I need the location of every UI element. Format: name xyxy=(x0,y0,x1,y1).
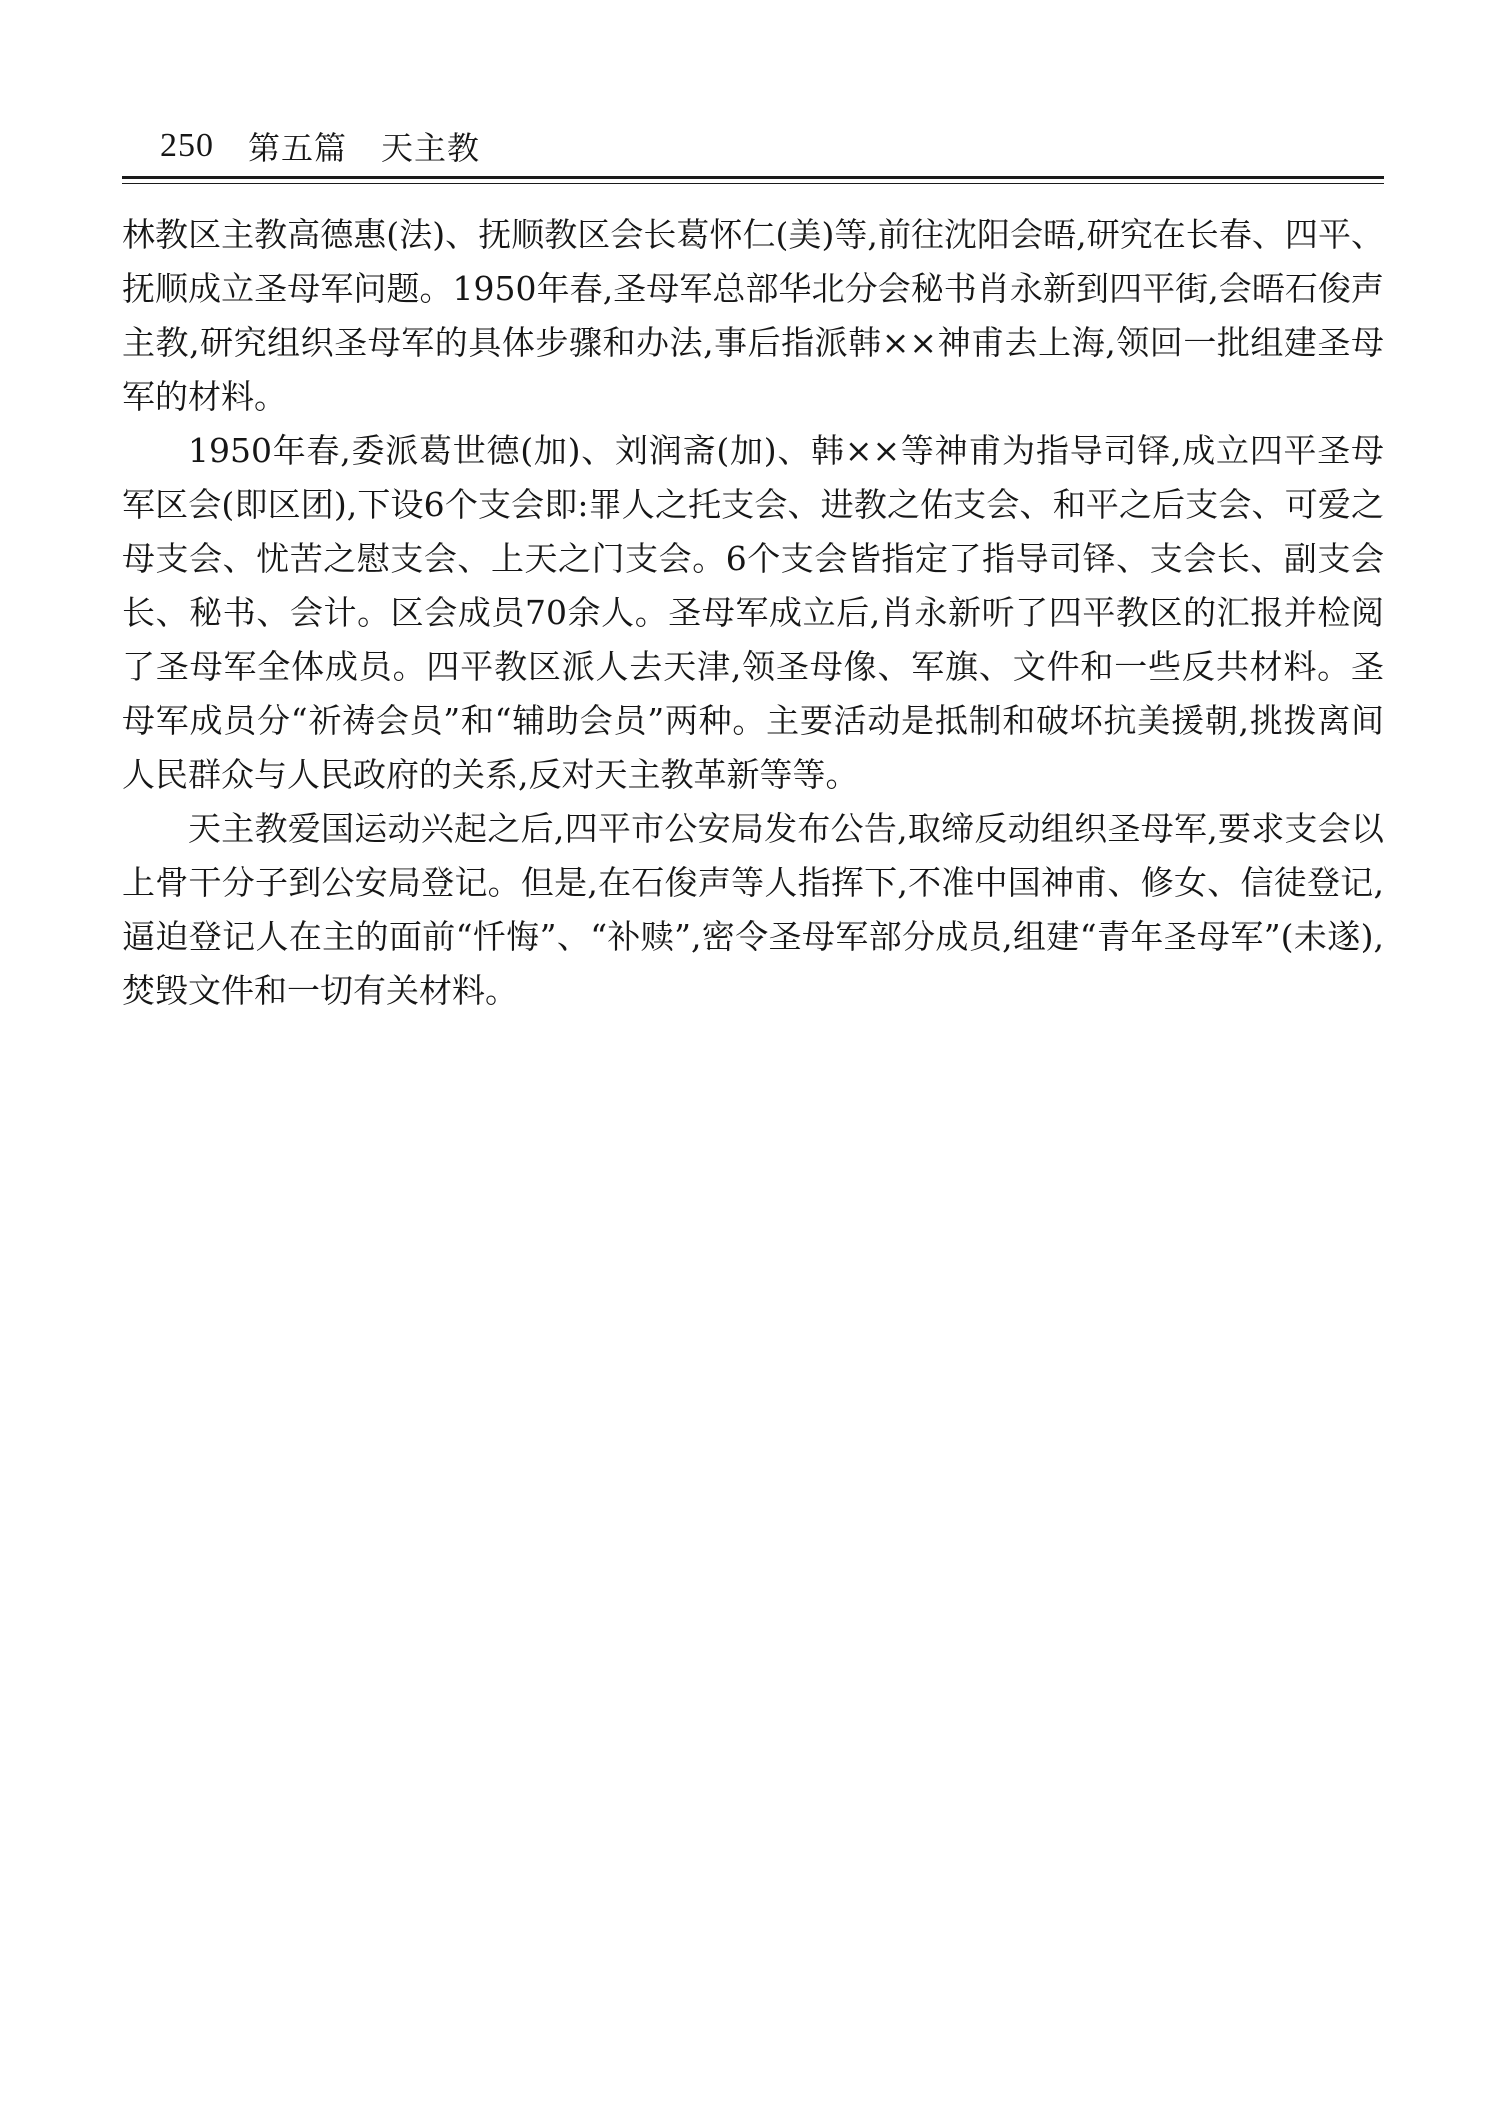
paragraph-continued: 林教区主教高德惠(法)、抚顺教区会长葛怀仁(美)等,前往沈阳会晤,研究在长春、四平、抚顺成立圣母军问题。1950年春,圣母军总部华北分会秘书肖永新到四平街,会晤石俊声主教,研究组织圣母军的具体步骤和办法,事后指派韩××神甫去上海,领回一批组建圣母军的材料。 xyxy=(122,215,1384,416)
paragraph: 天主教爱国运动兴起之后,四平市公安局发布公告,取缔反动组织圣母军,要求支会以上骨干分子到公安局登记。但是,在石俊声等人指挥下,不准中国神甫、修女、信徒登记,逼迫登记人在主的面前“忏悔”、“补赎”,密令圣母军部分成员,组建“青年圣母军”(未遂),焚毁文件和一切有关材料。 xyxy=(122,809,1384,1010)
header-rule-thin xyxy=(122,183,1384,184)
part-label: 第五篇 xyxy=(248,129,348,167)
paragraph: 1950年春,委派葛世德(加)、刘润斋(加)、韩××等神甫为指导司铎,成立四平圣母军区会(即区团),下设6个支会即:罪人之托支会、进教之佑支会、和平之后支会、可爱之母支会、忧苦之慰支会、上天之门支会。6个支会皆指定了指导司铎、支会长、副支会长、秘书、会计。区会成员70余人。圣母军成立后,肖永新听了四平教区的汇报并检阅了圣母军全体成员。四平教区派人去天津,领圣母像、军旗、文件和一些反共材料。圣母军成员分“祈祷会员”和“辅助会员”两种。主要活动是抵制和破坏抗美援朝,挑拨离间人民群众与人民政府的关系,反对天主教革新等等。 xyxy=(122,431,1384,794)
running-head xyxy=(160,124,480,168)
page-number: 250 xyxy=(160,127,214,164)
body-text xyxy=(122,208,1384,1018)
chapter-label: 天主教 xyxy=(381,129,481,167)
header-rule-thick xyxy=(122,176,1384,179)
